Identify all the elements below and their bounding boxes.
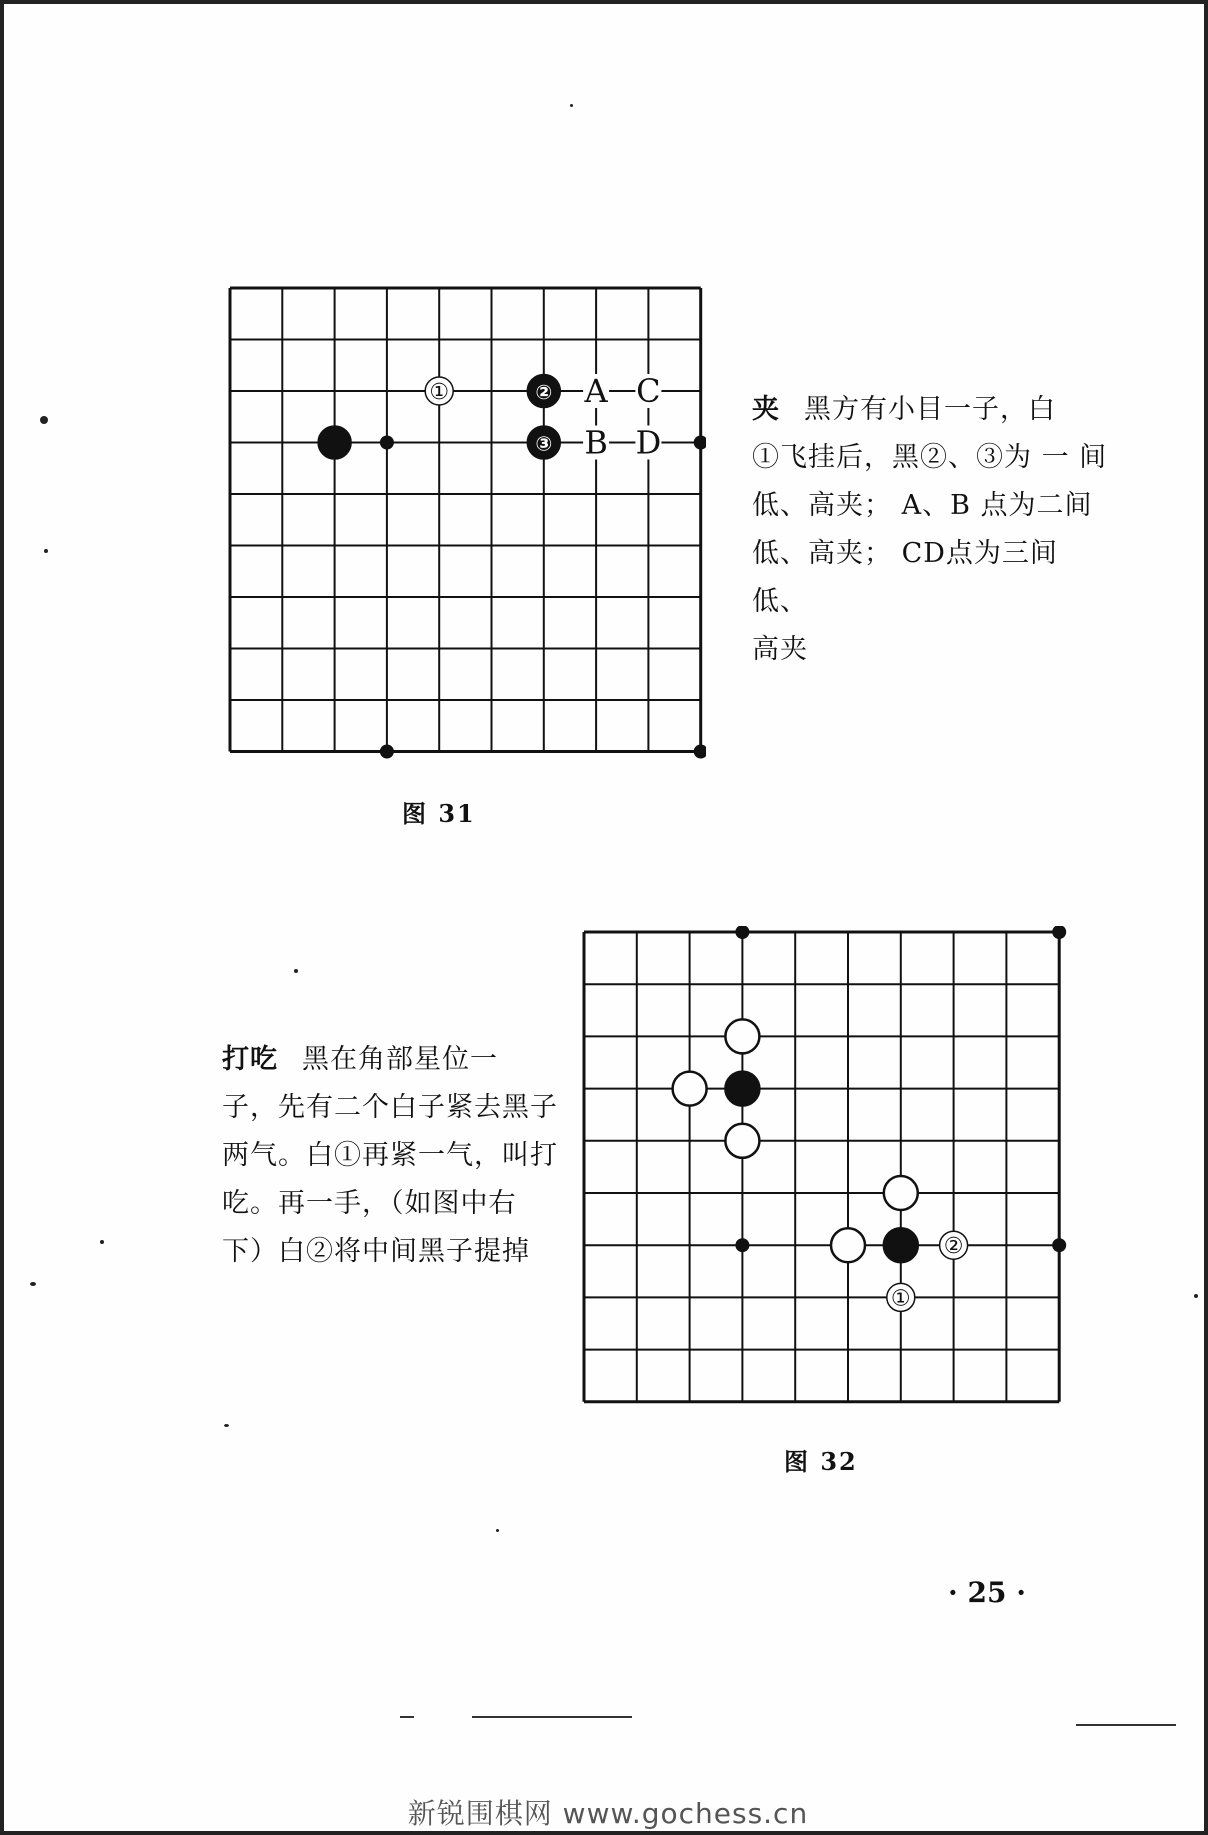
point-label-b: B xyxy=(584,423,608,462)
move-number: ③ xyxy=(535,431,553,456)
description-line xyxy=(222,1036,562,1084)
black-stone xyxy=(319,427,351,459)
term-dachi: 打吃 xyxy=(222,1044,278,1075)
star-point xyxy=(380,745,394,759)
black-stone xyxy=(725,1072,759,1106)
point-label-a: A xyxy=(584,372,608,410)
star-point xyxy=(694,745,706,759)
star-point xyxy=(694,436,706,450)
scan-speck xyxy=(44,549,48,553)
point-label-c: C xyxy=(636,372,661,410)
move-number: ② xyxy=(943,1234,964,1260)
description-line: 低、高夹； CD点为三间低、 xyxy=(752,538,1058,617)
page-number: · 25 · xyxy=(948,1576,1026,1609)
scan-speck xyxy=(40,416,48,424)
go-board-figure-32 xyxy=(578,926,1070,1416)
watermark-footer: 新锐围棋网 www.gochess.cn xyxy=(407,1797,809,1830)
scan-line xyxy=(1076,1724,1176,1726)
white-stone xyxy=(725,1124,759,1158)
star-point xyxy=(735,1238,749,1252)
move-number: ① xyxy=(429,380,450,405)
scan-speck xyxy=(294,969,298,973)
star-point xyxy=(380,436,394,450)
scan-speck xyxy=(570,104,573,107)
white-stone xyxy=(725,1019,759,1053)
star-point xyxy=(735,926,749,939)
go-board-31-svg xyxy=(226,284,706,764)
term-jia: 夹 xyxy=(752,394,780,425)
description-text: 黑在角部星位一 xyxy=(302,1044,498,1075)
star-point xyxy=(1052,926,1066,939)
star-point xyxy=(1052,1238,1066,1252)
point-label-d: D xyxy=(635,423,662,462)
white-stone xyxy=(831,1228,865,1262)
white-stone xyxy=(884,1176,918,1210)
figure-32-description xyxy=(222,1036,562,1276)
description-line: 高夹 xyxy=(752,634,808,665)
description-line: 两气。白①再紧一气，叫打 xyxy=(222,1140,558,1171)
description-line: 吃。再一手，（如图中右 xyxy=(222,1188,517,1219)
scan-speck xyxy=(100,1240,104,1244)
scan-speck xyxy=(30,1282,36,1286)
description-line xyxy=(752,386,1112,434)
scan-speck xyxy=(1194,1294,1198,1298)
go-board-32-svg xyxy=(578,926,1070,1416)
white-stone xyxy=(673,1072,707,1106)
description-line: 子，先有二个白子紧去黑子 xyxy=(222,1092,558,1123)
scan-line xyxy=(472,1716,632,1718)
figure-31-description xyxy=(752,386,1112,674)
description-line: ①飞挂后，黑②、③为 一 间 xyxy=(752,442,1108,473)
black-stone xyxy=(884,1228,918,1262)
description-line: 低、高夹； A、B 点为二间 xyxy=(752,490,1093,521)
scan-line xyxy=(400,1716,414,1718)
figure-31-caption: 图 31 xyxy=(402,799,476,828)
go-board-figure-31 xyxy=(226,284,706,764)
scan-speck xyxy=(224,1424,229,1427)
figure-32-caption: 图 32 xyxy=(784,1447,858,1476)
description-text: 黑方有小目一子，白 xyxy=(804,394,1056,425)
move-number: ① xyxy=(890,1286,911,1312)
description-line: 下）白②将中间黑子提掉 xyxy=(222,1236,530,1267)
scan-speck xyxy=(496,1529,499,1532)
move-number: ② xyxy=(535,380,553,404)
